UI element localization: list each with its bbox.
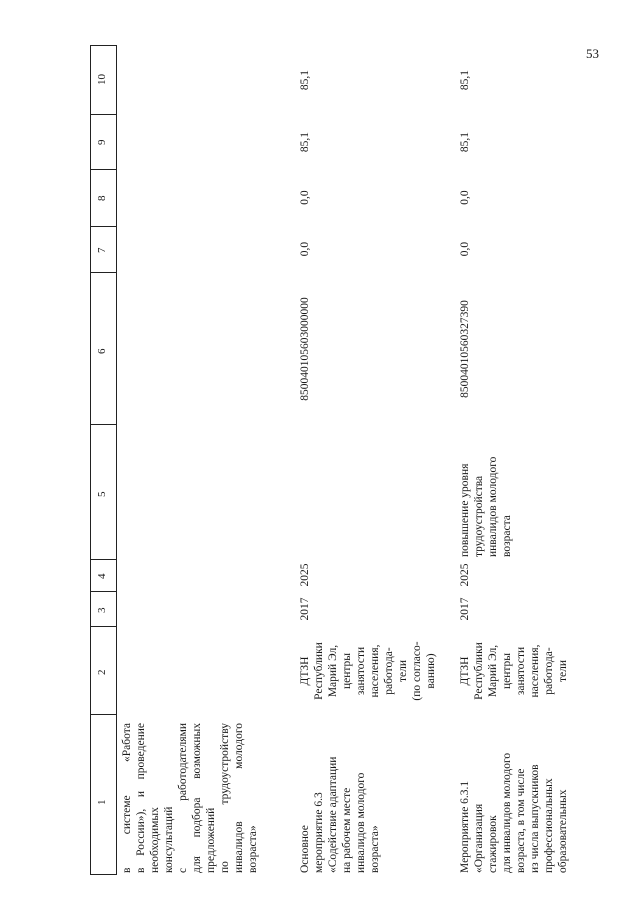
col-divider xyxy=(90,424,116,425)
row1-executor: ДТЗН Республики Марий Эл, центры занятости населения, работода- тели (по согласо- ванию) xyxy=(299,641,437,701)
col-number-10: 10 xyxy=(96,74,108,85)
row2-description: Мероприятие 6.3.1 «Организация стажировок для инвалидов молодого возраста, в том числе из числа выпускников профессиональных образовательных xyxy=(459,752,569,873)
row2-value-9: 85,1 xyxy=(459,131,471,153)
rotated-table xyxy=(60,45,620,875)
row1-description: Основное мероприятие 6.3 «Содействие адаптации на рабочем месте инвалидов молодого возраста» xyxy=(299,756,381,873)
row1-start-year: 2017 xyxy=(299,597,311,621)
row1-value-8: 0,0 xyxy=(299,190,311,205)
col-divider xyxy=(90,114,116,115)
col-divider xyxy=(90,874,116,875)
row1-value-9: 85,1 xyxy=(299,131,311,153)
col-divider xyxy=(90,226,116,227)
col-number-8: 8 xyxy=(96,195,108,201)
row2-value-8: 0,0 xyxy=(459,190,471,205)
col-number-3: 3 xyxy=(96,607,108,613)
row1-budget-code: 850040105603000000 xyxy=(299,297,311,401)
row2-value-7: 0,0 xyxy=(459,241,471,257)
row1-end-year: 2025 xyxy=(299,563,311,587)
col-number-6: 6 xyxy=(96,348,108,354)
row2-value-10: 85,1 xyxy=(459,69,471,91)
col-number-5: 5 xyxy=(96,491,108,497)
col-number-4: 4 xyxy=(96,573,108,579)
col-divider xyxy=(90,591,116,592)
col-divider xyxy=(90,272,116,273)
table-header-bottom-border xyxy=(116,45,117,875)
row2-end-year: 2025 xyxy=(459,563,471,587)
row2-executor: ДТЗН Республики Марий Эл, центры занятости населения, работода- тели xyxy=(459,642,569,700)
col-divider xyxy=(90,714,116,715)
col-number-2: 2 xyxy=(96,669,108,675)
row2-start-year: 2017 xyxy=(459,597,471,621)
row1-value-10: 85,1 xyxy=(299,69,311,91)
col-number-9: 9 xyxy=(96,139,108,145)
col-divider xyxy=(90,45,116,46)
page-number: 53 xyxy=(586,46,599,61)
col-number-1: 1 xyxy=(96,799,108,805)
row2-expected-result: повышение уровня трудоустройства инвалидов молодого возраста xyxy=(459,456,513,557)
row1-value-7: 0,0 xyxy=(299,241,311,257)
col-divider xyxy=(90,559,116,560)
col-divider xyxy=(90,169,116,170)
col-number-7: 7 xyxy=(96,247,108,253)
col-divider xyxy=(90,626,116,627)
row0-description: в системе «Работа в России»), и проведение необходимых консультаций с работодателями для подбора возможных предложений по трудоустройству инвалидов молодого возраста» xyxy=(121,723,259,873)
row2-budget-code: 85004010560327390 xyxy=(459,300,471,398)
